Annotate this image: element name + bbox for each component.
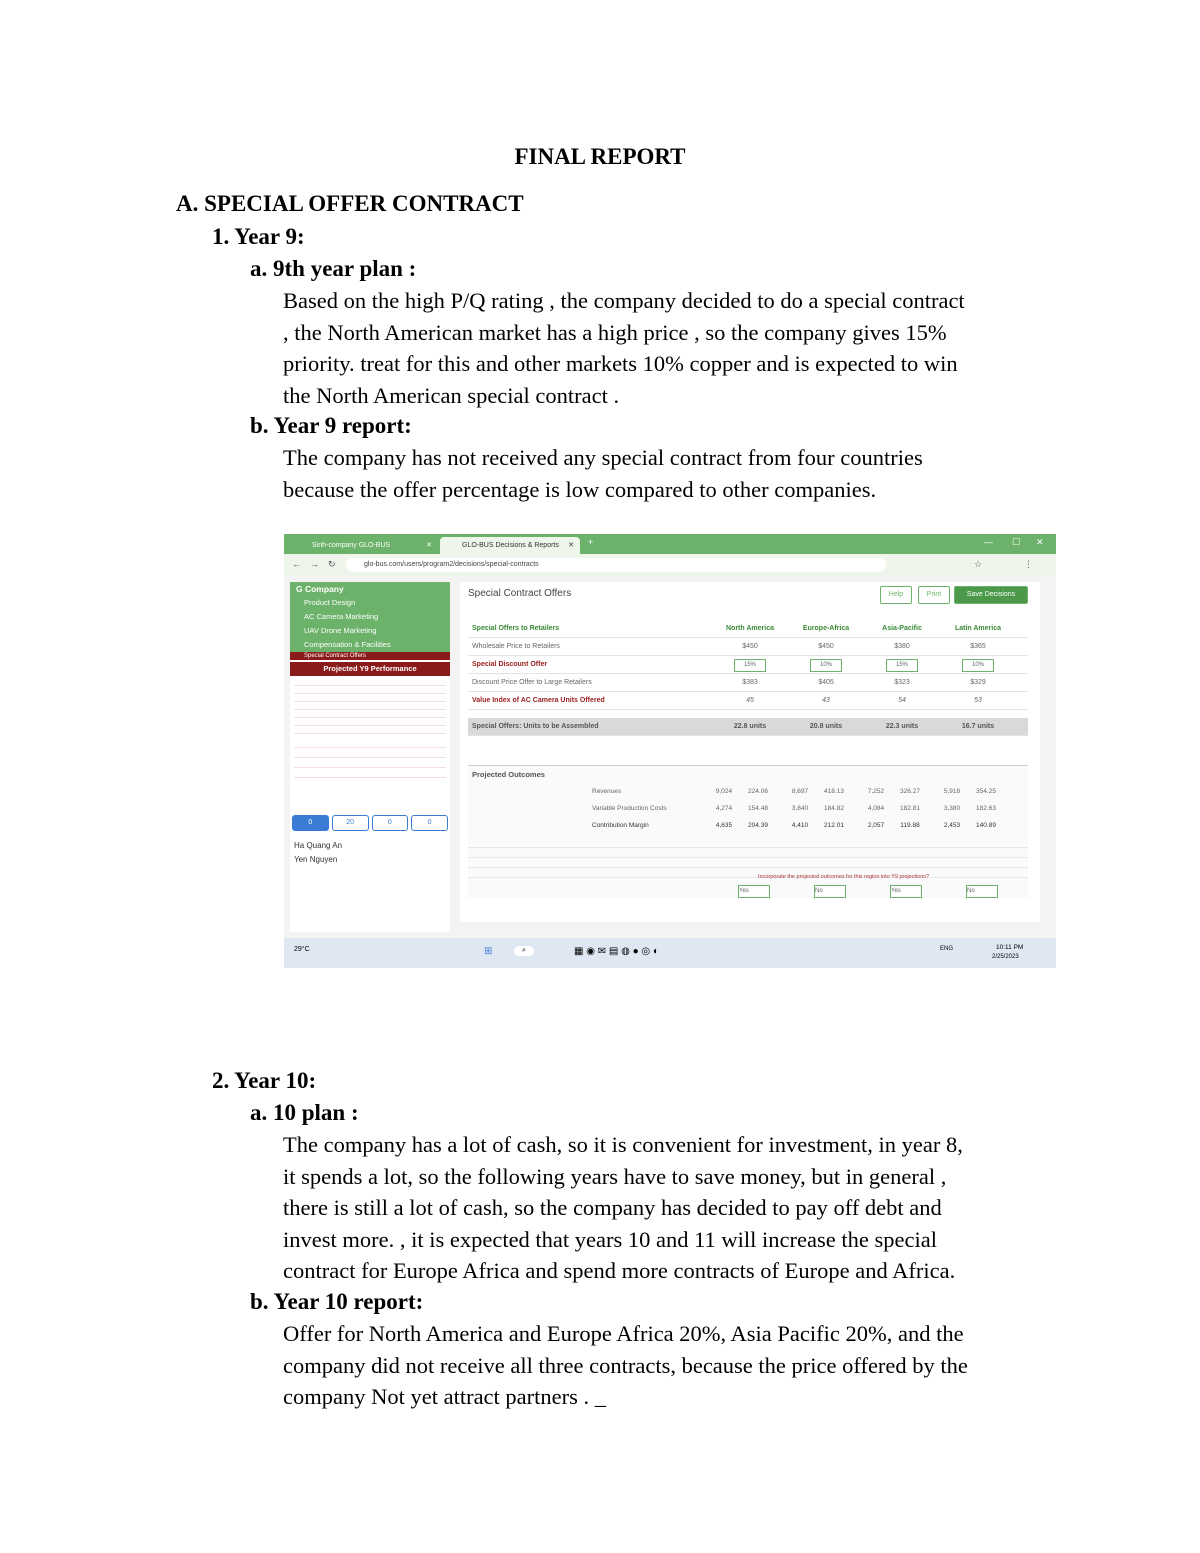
language-indicator: ENG <box>940 946 954 952</box>
table-header-row: Special Offers to Retailers North America Europe-Africa Asia-Pacific Latin America <box>468 620 1028 638</box>
performance-table <box>290 676 450 780</box>
close-icon[interactable]: ✕ <box>1036 537 1044 547</box>
outcomes-label: Projected Outcomes <box>472 770 545 779</box>
browser-tab[interactable]: Sinh-company GLO-BUS ✕ <box>312 542 432 549</box>
new-tab-icon[interactable]: + <box>588 537 594 547</box>
user-name: Ha Quang An <box>294 841 343 850</box>
voice-button[interactable]: 0 <box>372 815 409 831</box>
year9-heading: 1. Year 9: <box>212 224 305 249</box>
app-icons[interactable]: ▦ ◉ ✉ ▤ ◍ ● ◎ ◐ <box>574 946 659 957</box>
url-input[interactable]: glo-bus.com/users/program2/decisions/special-contracts <box>346 558 886 572</box>
reload-icon[interactable]: ↻ <box>328 559 336 569</box>
year9-plan-heading: a. 9th year plan : <box>250 256 417 281</box>
weather-widget[interactable]: 29°C <box>294 946 310 953</box>
start-icon[interactable]: ⊞ <box>484 946 493 957</box>
windows-taskbar <box>284 938 1056 968</box>
browser-tabbar <box>284 534 1056 554</box>
projected-performance-header: Projected Y9 Performance <box>290 662 450 676</box>
outcome-row: Revenues 9,024 224.06 8,697 418.13 7,252 326.27 5,918 354.25 <box>592 788 996 795</box>
table-row: Discount Price Offer to Large Retailers $383 $405 $323 $329 <box>468 674 1028 692</box>
user-count-button[interactable]: 0 <box>292 815 329 831</box>
menu-icon[interactable]: ⋮ <box>1024 559 1033 569</box>
table-row: Value Index of AC Camera Units Offered 45 43 54 53 <box>468 692 1028 710</box>
incorporate-select[interactable]: No <box>814 885 846 898</box>
help-button[interactable]: Help <box>880 586 912 604</box>
print-button[interactable]: Print <box>918 586 950 604</box>
incorporate-label: Incorporate the projected outcomes for this region into Y9 projections? <box>758 874 930 880</box>
star-icon[interactable]: ☆ <box>974 559 983 569</box>
outcome-row: Variable Production Costs 4,274 154.48 3,840 184.82 4,084 182.81 3,380 182.63 <box>592 805 996 812</box>
save-decisions-button[interactable]: Save Decisions <box>954 586 1028 604</box>
units-row: Special Offers: Units to be Assembled 22.8 units 20.8 units 22.3 units 16.7 units <box>468 718 1028 736</box>
user-panel <box>290 815 450 867</box>
clock-time: 10:11 PM <box>996 944 1024 951</box>
embedded-screenshot <box>284 534 1056 968</box>
address-bar <box>284 554 1056 576</box>
outcome-row: Contribution Margin 4,635 204.39 4,410 212.01 2,057 119.88 2,453 140.89 <box>592 822 996 829</box>
discount-select[interactable]: 15% <box>886 659 918 672</box>
discount-select[interactable]: 10% <box>810 659 842 672</box>
discount-select[interactable]: 15% <box>734 659 766 672</box>
user-name: Yen Nguyen <box>294 855 338 864</box>
year10-heading: 2. Year 10: <box>212 1068 317 1093</box>
incorporate-select[interactable]: Yes <box>738 885 770 898</box>
browser-tab-active[interactable]: GLO-BUS Decisions & Reports ✕ <box>440 537 580 554</box>
table-row: Special Discount Offer 15% 10% 15% 10% <box>468 656 1028 674</box>
year9-report-text: The company has not received any special contract from four countries because the offer percentage is low compared to other companies. <box>283 445 923 502</box>
minimize-icon[interactable]: — <box>984 537 993 547</box>
back-icon[interactable]: ← <box>292 559 301 569</box>
section-a-heading: A. SPECIAL OFFER CONTRACT <box>176 191 524 216</box>
year10-report-text: Offer for North America and Europe Africa 20%, Asia Pacific 20%, and the company did not receive all three contracts, because the price offered by the company Not yet attract partners . _ <box>283 1321 968 1409</box>
discount-select[interactable]: 10% <box>962 659 994 672</box>
search-icon[interactable]: ⌕ <box>514 946 534 956</box>
incorporate-select[interactable]: No <box>966 885 998 898</box>
company-name: G Company <box>296 584 344 594</box>
year10-plan-text: The company has a lot of cash, so it is convenient for investment, in year 8, it spends a lot, so the following years have to save money, but in general , there is still a lot of cash, so the company has decided to pay off debt and invest more. , it is expected that years 10 and 11 will increase the special contract for Europe Africa and spend more contracts of Europe and Africa. <box>283 1132 963 1283</box>
year10-plan-heading: a. 10 plan : <box>250 1100 359 1125</box>
sidebar-item-uav-drone[interactable]: UAV Drone Marketing <box>304 626 377 635</box>
sidebar-item-special-contract[interactable]: Special Contract Offers <box>290 652 450 660</box>
incorporate-select[interactable]: Yes <box>890 885 922 898</box>
page-title: Special Contract Offers <box>468 588 572 599</box>
table-row: Wholesale Price to Retailers $450 $450 $380 $365 <box>468 638 1028 656</box>
forward-icon[interactable]: → <box>310 559 319 569</box>
maximize-icon[interactable]: ☐ <box>1012 537 1021 547</box>
video-button[interactable]: 0 <box>411 815 448 831</box>
sidebar-menu <box>290 582 450 660</box>
sidebar-item-compensation[interactable]: Compensation & Facilities <box>304 640 391 649</box>
year9-report-heading: b. Year 9 report: <box>250 413 412 438</box>
projected-outcomes <box>468 765 1028 898</box>
year9-plan-text: Based on the high P/Q rating , the company decided to do a special contract , the North American market has a high price , so the company gives 15% priority. treat for this and other markets 10% copper and is expected to win the North American special contract . <box>283 288 965 408</box>
sidebar-item-ac-camera[interactable]: AC Camera Marketing <box>304 612 379 621</box>
document-title: FINAL REPORT <box>514 144 686 169</box>
clock-date: 2/25/2023 <box>992 954 1019 960</box>
sidebar <box>290 582 450 932</box>
messages-button[interactable]: 20 <box>332 815 369 831</box>
sidebar-item-product-design[interactable]: Product Design <box>304 598 356 607</box>
year10-report-heading: b. Year 10 report: <box>250 1289 424 1314</box>
offers-table <box>468 620 1028 736</box>
main-panel <box>460 582 1040 922</box>
